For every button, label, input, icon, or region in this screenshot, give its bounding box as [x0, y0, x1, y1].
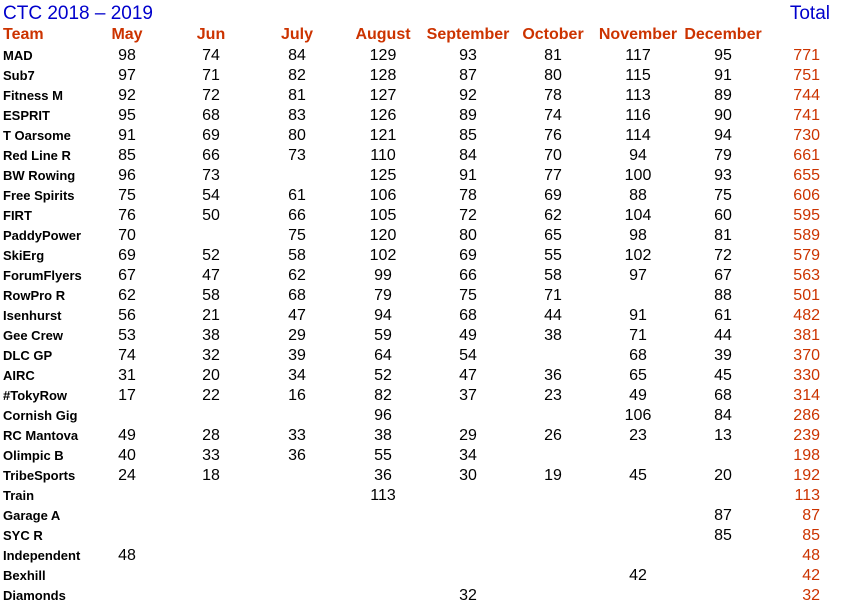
total-cell: 381 — [793, 327, 820, 344]
total-cell: 482 — [793, 307, 820, 324]
score-cell: 62 — [288, 267, 306, 284]
score-cell: 88 — [629, 187, 647, 204]
score-cell: 79 — [374, 287, 392, 304]
score-cell: 71 — [629, 327, 647, 344]
score-cell: 100 — [624, 167, 652, 184]
score-cell: 72 — [714, 247, 732, 264]
month-header-december: December — [684, 26, 762, 43]
team-name: Independent — [3, 548, 81, 563]
score-cell: 82 — [288, 67, 306, 84]
score-cell: 31 — [118, 367, 136, 384]
total-cell: 239 — [793, 427, 820, 444]
team-name: PaddyPower — [3, 228, 82, 243]
score-cell: 129 — [369, 47, 397, 64]
team-name: Olimpic B — [3, 448, 64, 463]
score-cell: 113 — [370, 487, 396, 504]
score-cell: 80 — [544, 67, 562, 84]
team-name: SYC R — [3, 528, 43, 543]
score-cell: 84 — [288, 47, 306, 64]
score-cell: 79 — [714, 147, 732, 164]
score-cell: 120 — [369, 227, 397, 244]
score-cell: 42 — [629, 567, 647, 584]
team-name: TribeSports — [3, 468, 76, 483]
score-cell: 102 — [624, 247, 652, 264]
score-cell: 75 — [714, 187, 732, 204]
score-cell: 76 — [118, 207, 136, 224]
score-cell: 29 — [459, 427, 477, 444]
total-cell: 606 — [793, 187, 820, 204]
score-cell: 39 — [288, 347, 306, 364]
score-cell: 87 — [714, 507, 732, 524]
total-cell: 655 — [793, 167, 820, 184]
score-cell: 91 — [714, 67, 732, 84]
score-cell: 21 — [202, 307, 220, 324]
score-cell: 94 — [374, 307, 392, 324]
score-cell: 44 — [544, 307, 562, 324]
score-cell: 26 — [544, 427, 562, 444]
score-cell: 84 — [714, 407, 732, 424]
score-cell: 34 — [459, 447, 477, 464]
score-cell: 127 — [369, 87, 397, 104]
score-cell: 94 — [629, 147, 647, 164]
score-cell: 74 — [202, 47, 220, 64]
total-cell: 370 — [793, 347, 820, 364]
score-cell: 32 — [459, 587, 477, 604]
team-name: DLC GP — [3, 348, 53, 363]
score-cell: 52 — [374, 367, 392, 384]
score-cell: 81 — [544, 47, 562, 64]
score-cell: 113 — [625, 87, 651, 104]
score-cell: 92 — [118, 87, 136, 104]
score-cell: 47 — [288, 307, 306, 324]
total-cell: 85 — [802, 527, 820, 544]
total-cell: 314 — [793, 387, 820, 404]
score-cell: 52 — [202, 247, 220, 264]
month-header-september: September — [426, 26, 510, 43]
score-cell: 61 — [714, 307, 732, 324]
score-cell: 62 — [118, 287, 136, 304]
score-cell: 36 — [374, 467, 392, 484]
score-cell: 80 — [288, 127, 306, 144]
team-name: Fitness M — [3, 88, 63, 103]
score-cell: 45 — [714, 367, 732, 384]
score-cell: 89 — [459, 107, 477, 124]
score-cell: 69 — [118, 247, 136, 264]
score-cell: 70 — [544, 147, 562, 164]
score-cell: 67 — [118, 267, 136, 284]
score-cell: 20 — [714, 467, 732, 484]
month-header-august: August — [355, 26, 411, 43]
score-cell: 73 — [288, 147, 306, 164]
score-cell: 19 — [544, 467, 562, 484]
score-cell: 33 — [202, 447, 220, 464]
score-cell: 94 — [714, 127, 732, 144]
total-column-header: Total — [789, 3, 830, 24]
score-cell: 50 — [202, 207, 220, 224]
score-cell: 29 — [288, 327, 306, 344]
score-cell: 104 — [624, 207, 652, 224]
score-cell: 34 — [288, 367, 306, 384]
month-header-november: November — [598, 26, 678, 43]
score-cell: 114 — [625, 127, 651, 144]
score-cell: 37 — [459, 387, 477, 404]
score-cell: 69 — [459, 247, 477, 264]
score-cell: 75 — [288, 227, 306, 244]
team-name: BW Rowing — [3, 168, 76, 183]
score-cell: 71 — [544, 287, 562, 304]
total-cell: 192 — [793, 467, 820, 484]
score-cell: 105 — [369, 207, 397, 224]
team-name: Cornish Gig — [3, 408, 78, 423]
score-cell: 38 — [374, 427, 392, 444]
total-cell: 198 — [793, 447, 820, 464]
score-cell: 64 — [374, 347, 392, 364]
total-cell: 741 — [793, 107, 820, 124]
score-cell: 96 — [374, 407, 392, 424]
score-cell: 47 — [202, 267, 220, 284]
score-cell: 90 — [714, 107, 732, 124]
score-cell: 69 — [544, 187, 562, 204]
score-cell: 13 — [714, 427, 732, 444]
score-cell: 77 — [544, 167, 562, 184]
score-cell: 95 — [118, 107, 136, 124]
team-name: AIRC — [3, 368, 35, 383]
total-cell: 579 — [793, 247, 820, 264]
score-cell: 106 — [624, 407, 652, 424]
score-cell: 49 — [118, 427, 136, 444]
score-cell: 36 — [288, 447, 306, 464]
score-cell: 49 — [629, 387, 647, 404]
total-cell: 330 — [793, 367, 820, 384]
team-name: T Oarsome — [3, 128, 71, 143]
score-cell: 81 — [288, 87, 306, 104]
score-cell: 36 — [544, 367, 562, 384]
score-cell: 84 — [459, 147, 477, 164]
month-header-october: October — [522, 26, 584, 43]
score-cell: 68 — [629, 347, 647, 364]
team-name: SkiErg — [3, 248, 45, 263]
total-cell: 286 — [793, 407, 820, 424]
score-cell: 126 — [369, 107, 397, 124]
total-cell: 730 — [793, 127, 820, 144]
score-cell: 54 — [459, 347, 477, 364]
score-cell: 74 — [118, 347, 136, 364]
score-cell: 44 — [714, 327, 732, 344]
score-cell: 99 — [374, 267, 392, 284]
score-cell: 97 — [629, 267, 647, 284]
team-name: Bexhill — [3, 568, 46, 583]
score-cell: 74 — [544, 107, 562, 124]
total-cell: 589 — [793, 227, 820, 244]
score-cell: 58 — [288, 247, 306, 264]
score-cell: 38 — [544, 327, 562, 344]
score-cell: 56 — [118, 307, 136, 324]
score-cell: 83 — [288, 107, 306, 124]
score-cell: 87 — [459, 67, 477, 84]
score-cell: 91 — [118, 127, 136, 144]
score-cell: 66 — [459, 267, 477, 284]
team-name: Train — [3, 488, 35, 503]
total-cell: 661 — [793, 147, 820, 164]
score-cell: 47 — [459, 367, 477, 384]
score-cell: 85 — [459, 127, 477, 144]
team-name: #TokyRow — [3, 388, 68, 403]
score-cell: 62 — [544, 207, 562, 224]
team-name: ForumFlyers — [3, 268, 82, 283]
month-header-jun: Jun — [196, 26, 226, 43]
score-cell: 102 — [369, 247, 397, 264]
score-cell: 121 — [369, 127, 397, 144]
score-cell: 66 — [288, 207, 306, 224]
score-cell: 75 — [459, 287, 477, 304]
score-cell: 67 — [714, 267, 732, 284]
score-cell: 91 — [629, 307, 647, 324]
score-cell: 85 — [118, 147, 136, 164]
score-cell: 68 — [459, 307, 477, 324]
total-cell: 42 — [802, 567, 820, 584]
score-cell: 97 — [118, 67, 136, 84]
team-name: RC Mantova — [3, 428, 79, 443]
team-name: Diamonds — [3, 588, 66, 603]
score-cell: 88 — [714, 287, 732, 304]
month-header-may: May — [111, 26, 143, 43]
team-name: ESPRIT — [3, 108, 50, 123]
score-cell: 115 — [625, 67, 651, 84]
score-cell: 49 — [459, 327, 477, 344]
score-cell: 60 — [714, 207, 732, 224]
score-cell: 18 — [202, 467, 220, 484]
score-cell: 68 — [714, 387, 732, 404]
team-name: FIRT — [3, 208, 32, 223]
score-cell: 78 — [544, 87, 562, 104]
score-cell: 69 — [202, 127, 220, 144]
score-cell: 85 — [714, 527, 732, 544]
team-name: Sub7 — [3, 68, 35, 83]
score-cell: 98 — [118, 47, 136, 64]
score-cell: 61 — [288, 187, 306, 204]
score-cell: 93 — [714, 167, 732, 184]
score-cell: 30 — [459, 467, 477, 484]
total-cell: 501 — [793, 287, 820, 304]
score-cell: 38 — [202, 327, 220, 344]
team-name: Free Spirits — [3, 188, 75, 203]
score-cell: 22 — [202, 387, 220, 404]
team-name: Red Line R — [3, 148, 71, 163]
score-cell: 72 — [202, 87, 220, 104]
score-cell: 45 — [629, 467, 647, 484]
score-cell: 78 — [459, 187, 477, 204]
score-cell: 68 — [202, 107, 220, 124]
score-cell: 125 — [369, 167, 397, 184]
score-cell: 128 — [369, 67, 397, 84]
score-cell: 16 — [288, 387, 306, 404]
score-cell: 70 — [118, 227, 136, 244]
score-cell: 55 — [544, 247, 562, 264]
score-cell: 65 — [544, 227, 562, 244]
score-cell: 54 — [202, 187, 220, 204]
score-cell: 110 — [370, 147, 396, 164]
score-cell: 17 — [118, 387, 136, 404]
score-cell: 48 — [118, 547, 136, 564]
score-cell: 55 — [374, 447, 392, 464]
total-cell: 32 — [802, 587, 820, 604]
score-cell: 40 — [118, 447, 136, 464]
score-cell: 117 — [625, 47, 651, 64]
score-cell: 95 — [714, 47, 732, 64]
score-cell: 92 — [459, 87, 477, 104]
score-cell: 66 — [202, 147, 220, 164]
total-cell: 595 — [793, 207, 820, 224]
team-name: RowPro R — [3, 288, 66, 303]
score-cell: 23 — [544, 387, 562, 404]
score-cell: 24 — [118, 467, 136, 484]
score-cell: 58 — [544, 267, 562, 284]
total-cell: 87 — [802, 507, 820, 524]
page-title: CTC 2018 – 2019 — [3, 3, 153, 24]
team-name: MAD — [3, 48, 33, 63]
total-cell: 751 — [793, 67, 820, 84]
score-cell: 58 — [202, 287, 220, 304]
team-name: Gee Crew — [3, 328, 63, 343]
score-cell: 82 — [374, 387, 392, 404]
score-cell: 75 — [118, 187, 136, 204]
score-cell: 28 — [202, 427, 220, 444]
score-cell: 80 — [459, 227, 477, 244]
score-cell: 72 — [459, 207, 477, 224]
score-cell: 23 — [629, 427, 647, 444]
score-cell: 65 — [629, 367, 647, 384]
score-cell: 68 — [288, 287, 306, 304]
score-cell: 106 — [369, 187, 397, 204]
score-cell: 76 — [544, 127, 562, 144]
score-cell: 89 — [714, 87, 732, 104]
score-cell: 96 — [118, 167, 136, 184]
score-cell: 33 — [288, 427, 306, 444]
total-cell: 113 — [794, 487, 820, 504]
score-cell: 32 — [202, 347, 220, 364]
score-cell: 71 — [202, 67, 220, 84]
score-cell: 53 — [118, 327, 136, 344]
team-name: Isenhurst — [3, 308, 62, 323]
total-cell: 744 — [793, 87, 820, 104]
total-cell: 48 — [802, 547, 820, 564]
score-cell: 73 — [202, 167, 220, 184]
score-cell: 39 — [714, 347, 732, 364]
score-cell: 93 — [459, 47, 477, 64]
score-cell: 20 — [202, 367, 220, 384]
total-cell: 563 — [793, 267, 820, 284]
score-cell: 91 — [459, 167, 477, 184]
score-cell: 98 — [629, 227, 647, 244]
score-cell: 81 — [714, 227, 732, 244]
total-cell: 771 — [793, 47, 820, 64]
month-header-july: July — [280, 26, 314, 43]
score-cell: 116 — [625, 107, 651, 124]
team-column-header: Team — [3, 26, 44, 43]
score-cell: 59 — [374, 327, 392, 344]
team-name: Garage A — [3, 508, 61, 523]
